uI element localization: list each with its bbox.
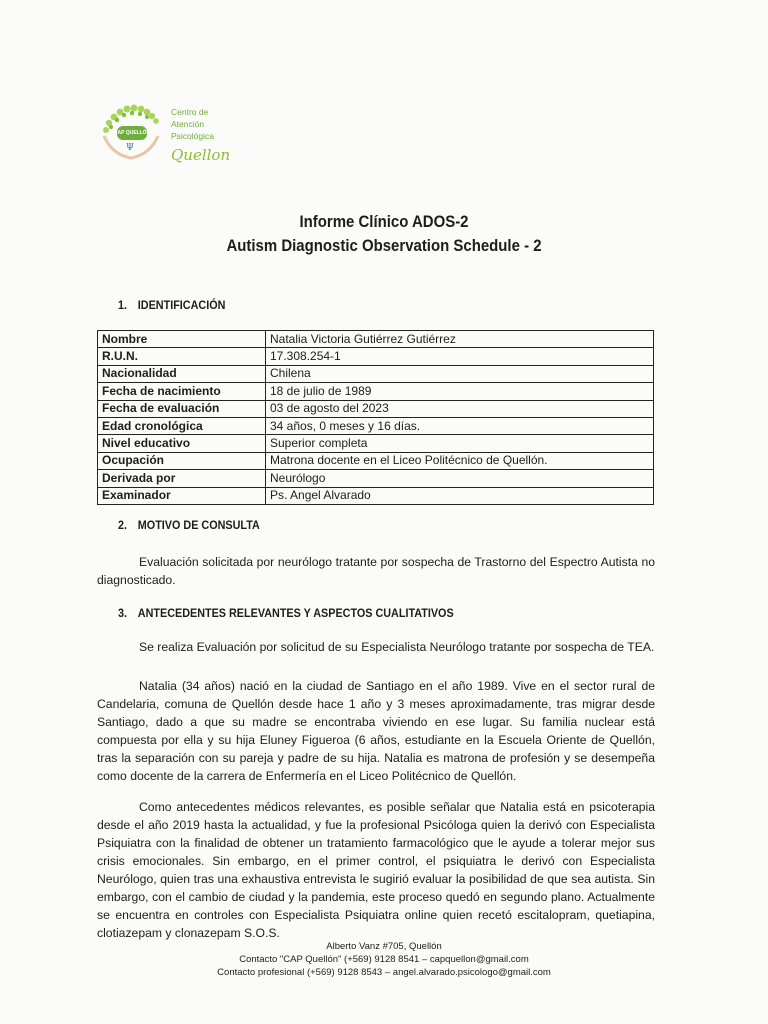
- report-title: Informe Clínico ADOS-2: [299, 212, 469, 231]
- row-label: Derivada por: [98, 470, 266, 487]
- row-value: Ps. Angel Alvarado: [266, 487, 654, 504]
- row-label: Nivel educativo: [98, 435, 266, 452]
- logo-line-1: Centro de: [171, 107, 209, 117]
- antecedentes-paragraph-2: Natalia (34 años) nació en la ciudad de Santiago en el año 1989. Vive en el sector rural de Candelaria, comuna de Quellón desde hace 1 año y 3 meses aproximadamente, tras migrar desde Santiago, dado a que su madre se encontraba viviendo en ese lugar. Su familia nuclear está compuesta por ella y su hija Eluney Figueroa (6 años, estudiante en la Escuela Oriente de Quellón, tras la separación con su pareja y padre de su hija. Natalia es matrona de profesión y se desempeña como docente de la carrera de Enfermería en el Liceo Politécnico de Quellón.: [97, 679, 655, 783]
- logo-line-2: Atención: [171, 119, 205, 129]
- row-value: 18 de julio de 1989: [266, 383, 654, 400]
- row-label: Nacionalidad: [98, 365, 266, 382]
- table-row: [98, 487, 654, 504]
- table-row: [98, 331, 654, 348]
- antecedentes-paragraph-3: Como antecedentes médicos relevantes, es posible señalar que Natalia está en psicoterapia desde el año 2019 hasta la actualidad, y fue la profesional Psicóloga quien la derivó con Especialista Psiquiatra con la finalidad de obtener un tratamiento farmacológico que le ayude a tolerar mejor sus crisis emocionales. Sin embargo, en el primer control, el psiquiatra le derivó con Especialista Neurólogo, quien tras una exhaustiva entrevista le sugirió evaluar la posibilidad de que sea autista. Sin embargo, con el cambio de ciudad y la pandemia, este proceso quedó en segundo plano. Actualmente se encuentra en controles con Especialista Psiquiatra online quien recetó escitalopram, quetiapina, clotiazepam y clonazepam S.O.S.: [97, 800, 655, 940]
- table-row: [98, 348, 654, 365]
- section-number: 1.: [118, 298, 128, 312]
- section-title: MOTIVO DE CONSULTA: [137, 518, 260, 532]
- svg-text:Ψ: Ψ: [126, 143, 134, 153]
- motivo-paragraph: Evaluación solicitada por neurólogo tratante por sospecha de Trastorno del Espectro Autista no diagnosticado.: [97, 555, 655, 587]
- table-row: [98, 365, 654, 382]
- row-label: Ocupación: [98, 452, 266, 469]
- footer-address: Alberto Vanz #705, Quellón: [326, 941, 442, 952]
- logo-script-text: Quellon: [171, 146, 231, 164]
- row-label: Edad cronológica: [98, 417, 266, 434]
- row-value: 17.308.254-1: [266, 348, 654, 365]
- footer-contact-professional: Contacto profesional (+569) 9128 8543 – angel.alvarado.psicologo@gmail.com: [217, 967, 551, 978]
- row-value: 03 de agosto del 2023: [266, 400, 654, 417]
- table-row: [98, 470, 654, 487]
- section-antecedentes: [118, 606, 454, 620]
- antecedentes-paragraph-1: Se realiza Evaluación por solicitud de su Especialista Neurólogo tratante por sospecha de TEA.: [139, 640, 655, 654]
- row-label: R.U.N.: [98, 348, 266, 365]
- logo-line-3: Psicológica: [171, 131, 214, 141]
- identification-table: [97, 330, 654, 505]
- report-subtitle: Autism Diagnostic Observation Schedule - 2: [226, 236, 542, 255]
- row-label: Fecha de evaluación: [98, 400, 266, 417]
- table-row: [98, 417, 654, 434]
- row-value: Chilena: [266, 365, 654, 382]
- row-label: Fecha de nacimiento: [98, 383, 266, 400]
- table-row: [98, 400, 654, 417]
- row-value: Natalia Victoria Gutiérrez Gutiérrez: [266, 331, 654, 348]
- row-value: Superior completa: [266, 435, 654, 452]
- section-title: ANTECEDENTES RELEVANTES Y ASPECTOS CUALITATIVOS: [137, 606, 454, 620]
- logo-text: [171, 106, 214, 142]
- table-row: [98, 383, 654, 400]
- table-row: [98, 452, 654, 469]
- section-title: IDENTIFICACIÓN: [137, 298, 226, 312]
- table-row: [98, 435, 654, 452]
- row-label: Examinador: [98, 487, 266, 504]
- section-number: 2.: [118, 518, 128, 532]
- row-label: Nombre: [98, 331, 266, 348]
- section-motivo: [118, 518, 260, 532]
- section-number: 3.: [118, 606, 128, 620]
- row-value: 34 años, 0 meses y 16 días.: [266, 417, 654, 434]
- logo-badge-text: CAP QUELLÓN: [113, 130, 151, 136]
- section-identificacion: [118, 298, 225, 312]
- row-value: Matrona docente en el Liceo Politécnico de Quellón.: [266, 452, 654, 469]
- row-value: Neurólogo: [266, 470, 654, 487]
- footer-contact-cap: Contacto "CAP Quellón" (+569) 9128 8541 – capquellon@gmail.com: [239, 954, 529, 965]
